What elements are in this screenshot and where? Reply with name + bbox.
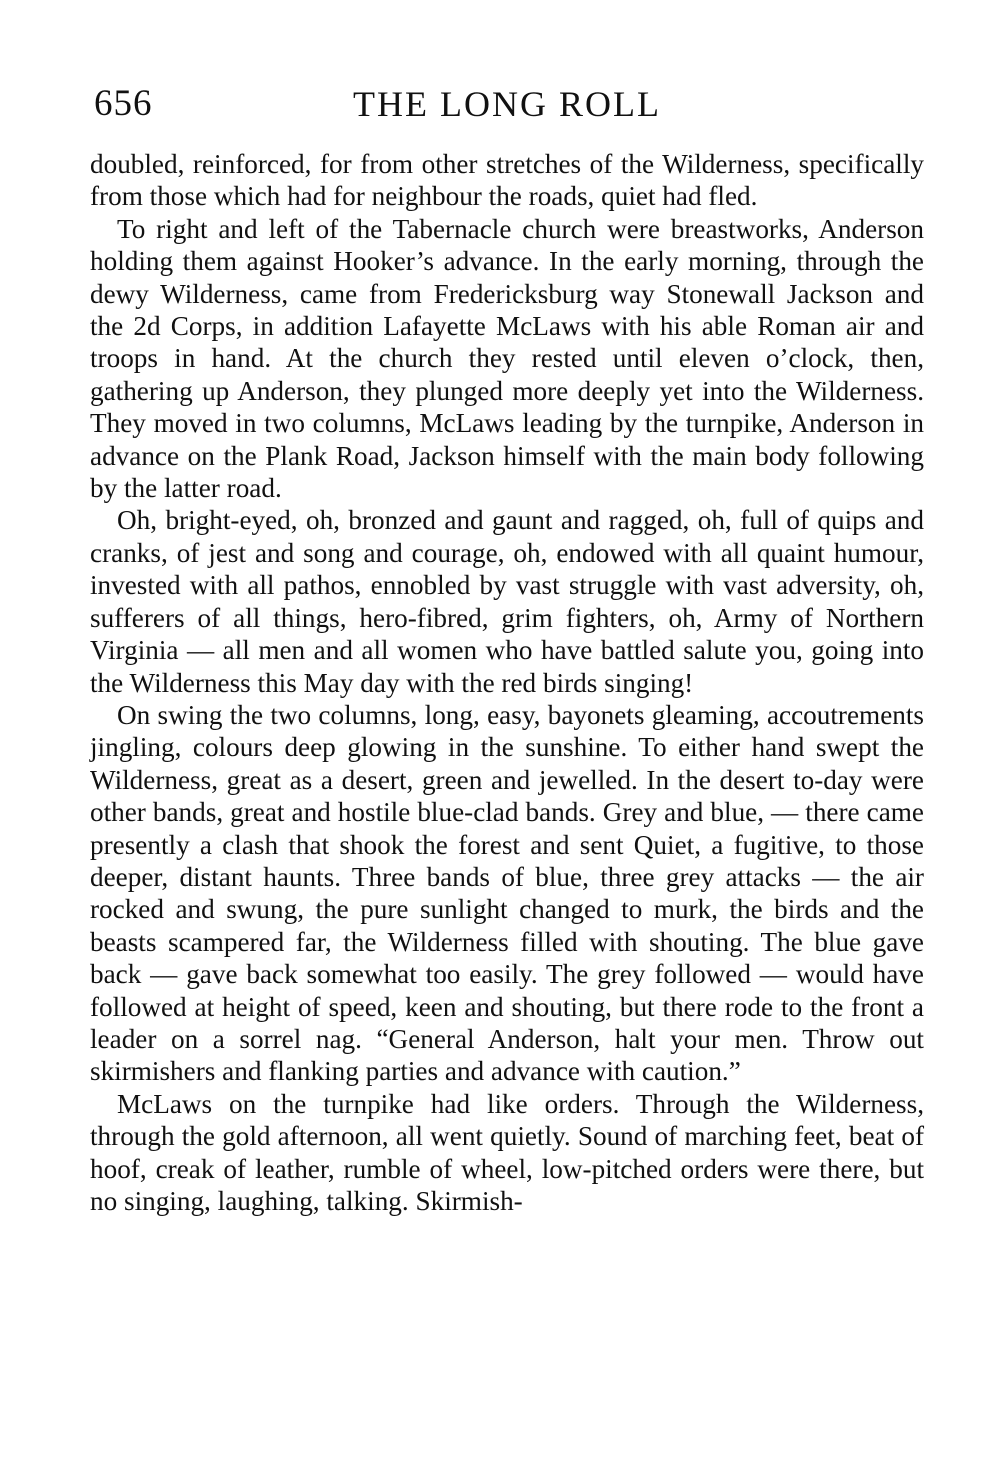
paragraph-4: On swing the two columns, long, easy, bayonets gleaming, accoutrements jingling, colours deep glowing in the sunshine. To either hand swept the Wilderness, great as a desert, green and jewelled. In the desert to-day were other bands, great and hostile blue-clad bands. Grey and blue, — there came presently a clash that shook the forest and sent Quiet, a fugitive, to those deeper, distant haunts. Three bands of blue, three grey attacks — the air rocked and swung, the pure sunlight changed to murk, the birds and the beasts scampered far, the Wilderness filled with shouting. The blue gave back — gave back somewhat too easily. The grey followed — would have followed at height of speed, keen and shouting, but there rode to the front a leader on a sorrel nag. “General Anderson, halt your men. Throw out skirmishers and flanking parties and advance with caution.” bbox=[90, 699, 924, 1087]
page-number: 656 bbox=[94, 83, 153, 124]
body-text bbox=[90, 148, 924, 1217]
paragraph-3: Oh, bright-eyed, oh, bronzed and gaunt and ragged, oh, full of quips and cranks, of jest and song and courage, oh, endowed with all quaint humour, invested with all pathos, ennobled by vast struggle with vast adversity, oh, sufferers of all things, hero-fibred, grim fighters, oh, Army of Northern Virginia — all men and all women who have battled salute you, going into the Wilderness this May day with the red birds singing! bbox=[90, 505, 924, 698]
paragraph-1: doubled, reinforced, for from other stretches of the Wilderness, specifically from those which had for neighbour the roads, quiet had fled. bbox=[90, 149, 924, 212]
paragraph-2: To right and left of the Tabernacle church were breastworks, Anderson holding them against Hooker’s advance. In the early morning, through the dewy Wilderness, came from Fredericksburg way Stonewall Jackson and the 2d Corps, in addition Lafayette McLaws with his able Roman air and troops in hand. At the church they rested until eleven o’clock, then, gathering up Anderson, they plunged more deeply yet into the Wilderness. They moved in two columns, McLaws leading by the turnpike, Anderson in advance on the Plank Road, Jackson himself with the main body following by the latter road. bbox=[90, 213, 924, 504]
paragraph-5: McLaws on the turnpike had like orders. Through the Wilderness, through the gold afternoon, all went quietly. Sound of marching feet, beat of hoof, creak of leather, rumble of wheel, low-pitched orders were there, but no singing, laughing, talking. Skirmish- bbox=[90, 1088, 924, 1216]
running-title: THE LONG ROLL bbox=[353, 84, 661, 124]
running-head bbox=[90, 80, 924, 128]
